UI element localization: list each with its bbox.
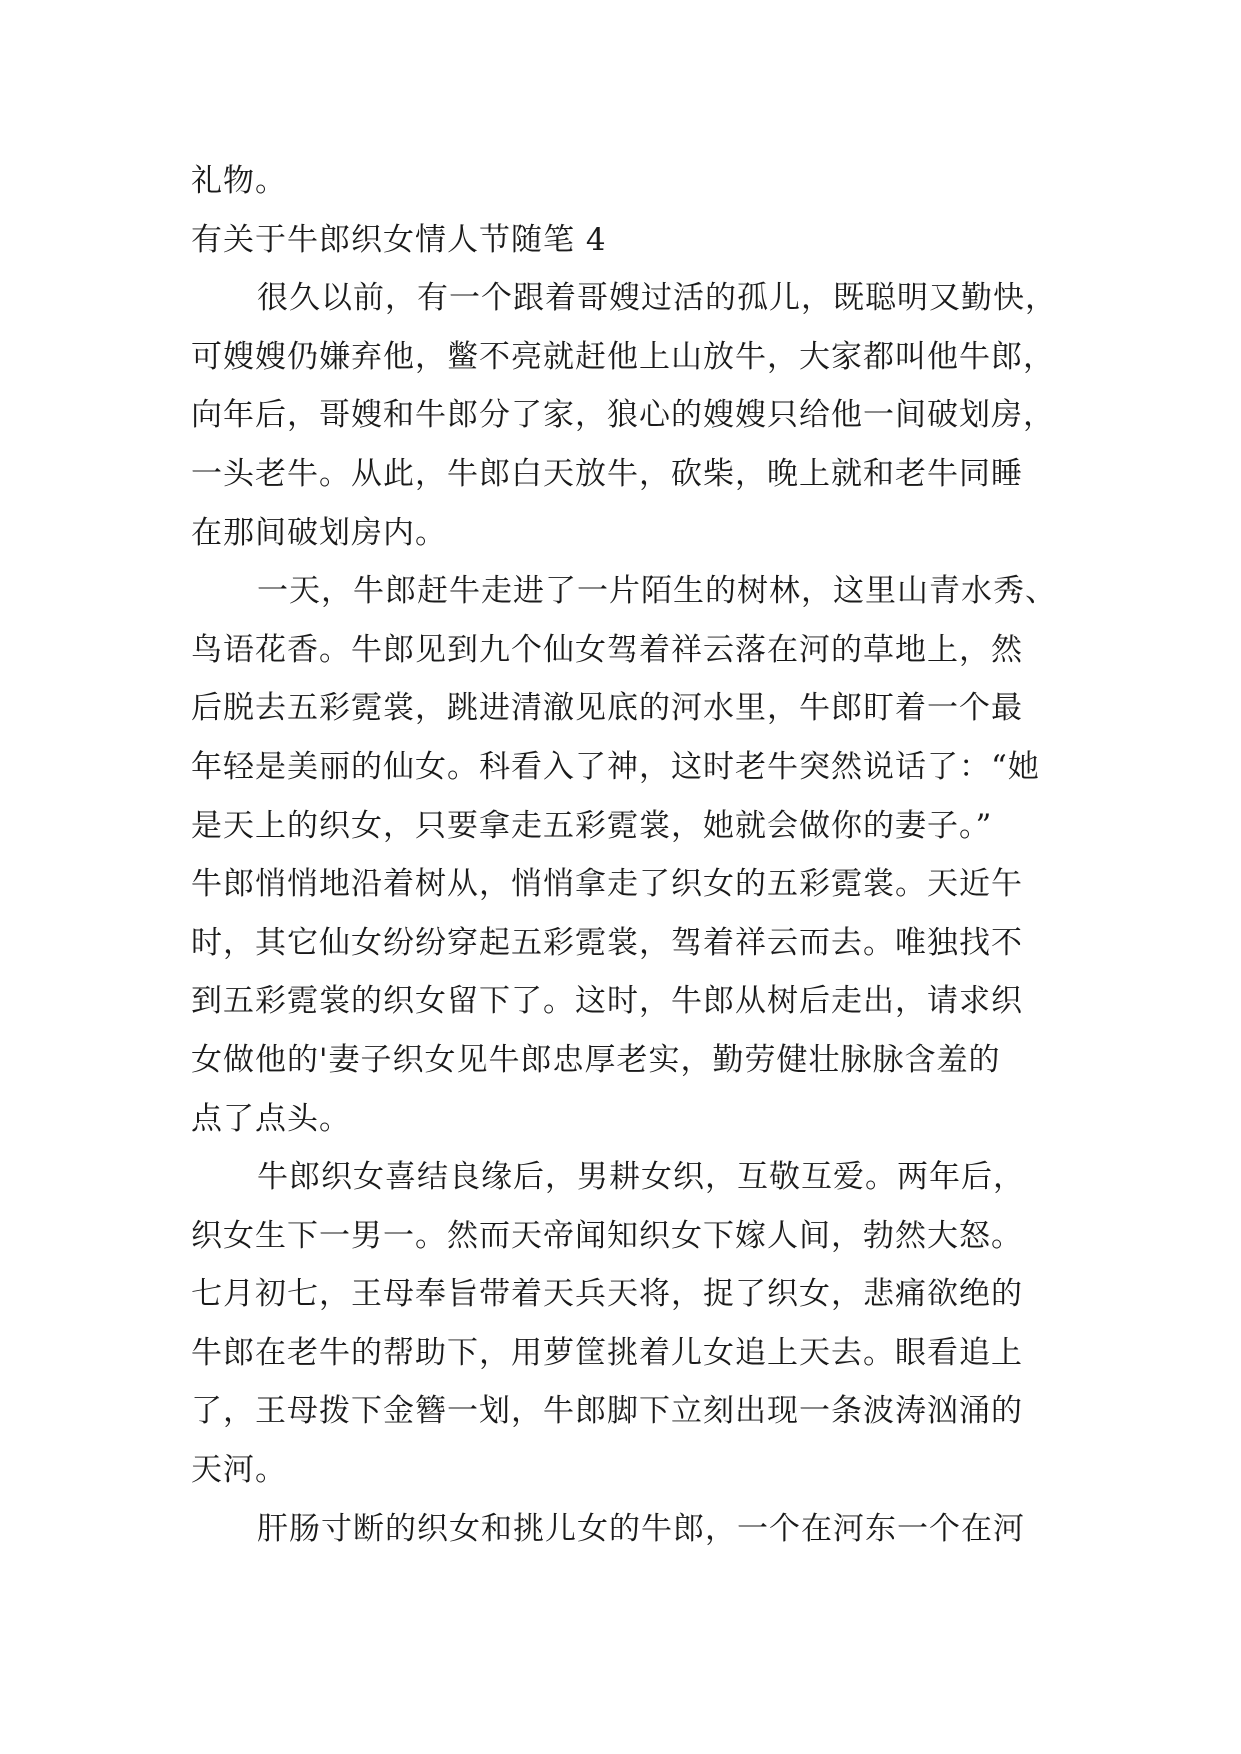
paragraph-line: 牛郎在老牛的帮助下，用萝筐挑着儿女追上天去。眼看追上 — [191, 1334, 1023, 1371]
paragraph-4 — [191, 1500, 1071, 1559]
paragraph-line: 很久以前，有一个跟着哥嫂过活的孤儿，既聪明又勤快， — [257, 280, 1057, 317]
paragraph-line: 了，王母拨下金簪一划，牛郎脚下立刻出现一条波涛汹涌的 — [191, 1393, 1023, 1430]
paragraph-line: 女做他的'妻子织女见牛郎忠厚老实，勤劳健壮脉脉含羞的 — [191, 1041, 1001, 1078]
paragraph-line: 是天上的织女，只要拿走五彩霓裳，她就会做你的妻子。” — [191, 807, 993, 844]
paragraph-line: 一头老牛。从此，牛郎白天放牛，砍柴，晚上就和老牛同睡 — [191, 455, 1023, 492]
paragraph-line: 鸟语花香。牛郎见到九个仙女驾着祥云落在河的草地上，然 — [191, 631, 1023, 668]
paragraph-2 — [191, 562, 1071, 1148]
paragraph-line: 牛郎悄悄地沿着树从，悄悄拿走了织女的五彩霓裳。天近午 — [191, 866, 1023, 903]
paragraph-line: 到五彩霓裳的织女留下了。这时，牛郎从树后走出，请求织 — [191, 983, 1023, 1020]
paragraph-3 — [191, 1148, 1071, 1500]
paragraph-line: 年轻是美丽的仙女。科看入了神，这时老牛突然说话了：“她 — [191, 748, 1040, 785]
paragraph-line: 后脱去五彩霓裳，跳进清澈见底的河水里，牛郎盯着一个最 — [191, 690, 1023, 727]
paragraph-1 — [191, 269, 1071, 562]
paragraph-line: 天河。 — [191, 1452, 287, 1489]
paragraph-line: 点了点头。 — [191, 1100, 351, 1137]
paragraph-line: 牛郎织女喜结良缘后，男耕女织，互敬互爱。两年后， — [257, 1159, 1025, 1196]
paragraph-line: 七月初七，王母奉旨带着天兵天将，捉了织女，悲痛欲绝的 — [191, 1276, 1023, 1313]
paragraph-line: 可嫂嫂仍嫌弃他，鳖不亮就赶他上山放牛，大家都叫他牛郎， — [191, 338, 1055, 375]
paragraph-line: 向年后，哥嫂和牛郎分了家，狼心的嫂嫂只给他一间破划房， — [191, 397, 1055, 434]
section-heading: 有关于牛郎织女情人节随笔 4 — [191, 221, 607, 258]
paragraph-line: 一天，牛郎赶牛走进了一片陌生的树林，这里山青水秀、 — [257, 573, 1057, 610]
document-body — [191, 152, 1071, 1558]
paragraph-line: 在那间破划房内。 — [191, 514, 447, 551]
paragraph-line: 肝肠寸断的织女和挑儿女的牛郎，一个在河东一个在河 — [257, 1510, 1025, 1547]
paragraph-line: 织女生下一男一。然而天帝闻知织女下嫁人间，勃然大怒。 — [191, 1217, 1023, 1254]
continuation-text: 礼物。 — [191, 163, 287, 199]
paragraph-line: 时，其它仙女纷纷穿起五彩霓裳，驾着祥云而去。唯独找不 — [191, 924, 1023, 961]
